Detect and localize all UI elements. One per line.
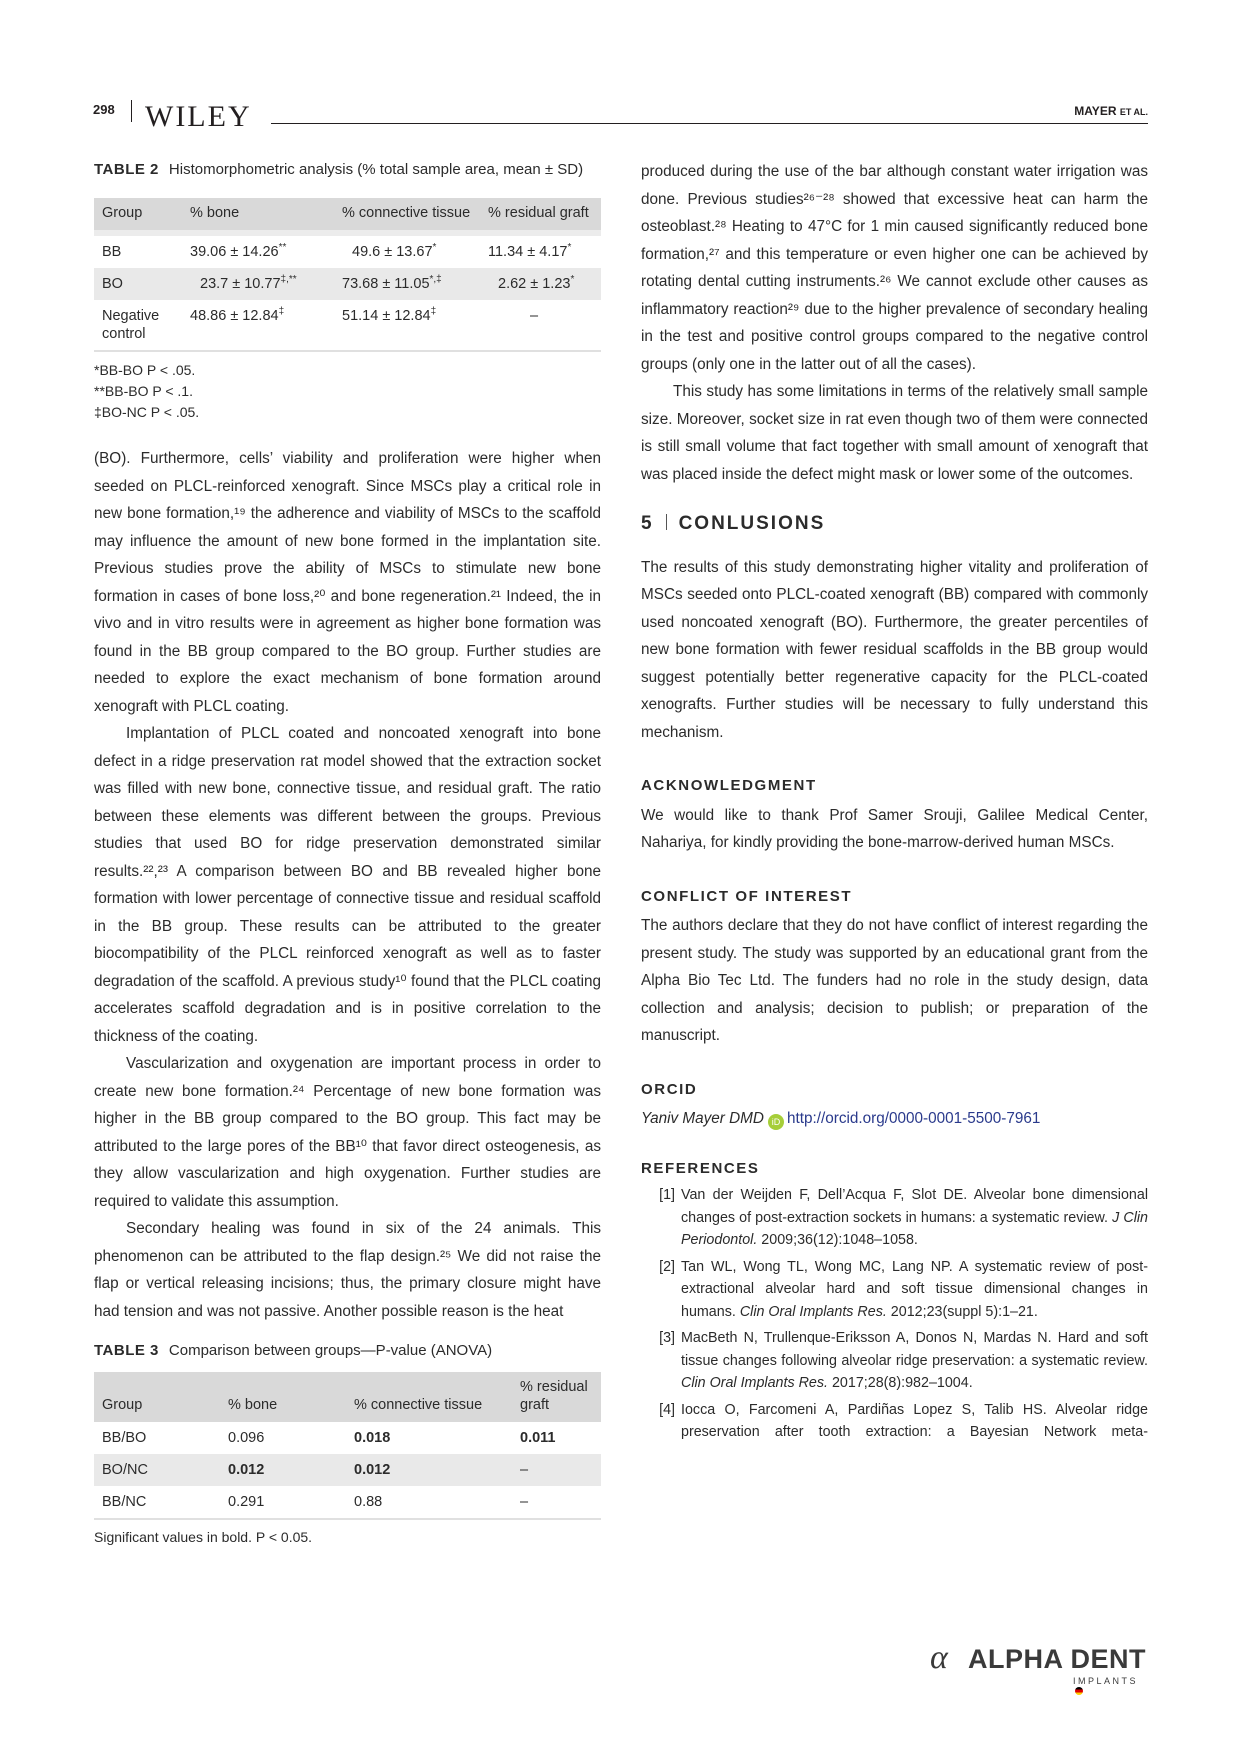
right-column <box>641 158 1148 1448</box>
logo-name: ALPHA DENT <box>968 1644 1146 1674</box>
german-flag-icon <box>1075 1687 1083 1695</box>
paragraph: Vascularization and oxygenation are important process in order to create new bone formation.²⁴ Percentage of new bone formation was higher in the BB group compared to the BO group. This fact may be attributed to the large pores of the BB¹⁰ that favor direct osteogenesis, as they allow vascularization and high oxygenation. Further studies are required to validate this assumption. <box>94 1055 601 1210</box>
orcid-link[interactable]: http://orcid.org/0000-0001-5500-7961 <box>786 1110 1041 1127</box>
header-rule <box>271 123 1148 124</box>
reference-item: [1] Van der Weijden F, Dell’Acqua F, Slot DE. Alveolar bone dimensional changes of post-extraction sockets in humans: a systematic review. J Clin Periodontol. 2009;36(12):1048–1058. <box>659 1187 1148 1248</box>
table-row: BB 39.06 ± 14.26** 49.6 ± 13.67* 11.34 ± 4.17* <box>102 242 572 260</box>
references-list <box>641 1184 1148 1444</box>
section-heading-conclusions: 5 CONLUSIONS <box>641 513 826 534</box>
paragraph: This study has some limitations in terms of the relatively small sample size. Moreover, socket size in rat even though two of them were connected is still small volume that fact together with small amount of xenograft that was placed inside the defect might mask or lower some of the outcomes. <box>641 383 1148 483</box>
acknowledgment-text: We would like to thank Prof Samer Srouji, Galilee Medical Center, Nahariya, for kindly providing the bone-marrow-derived human MSCs. <box>641 806 1148 851</box>
table2-footnotes: *BB-BO P < .05. **BB-BO P < .1. ‡BO-NC P < .05. <box>94 362 200 420</box>
running-author: MAYER ET AL. <box>1074 104 1148 118</box>
table-row: BO/NC 0.012 0.012 – <box>94 1454 601 1486</box>
table3-caption: TABLE 3 Comparison between groups—P-value (ANOVA) <box>94 1342 493 1359</box>
paragraph: (BO). Furthermore, cells’ viability and proliferation were higher when seeded on PLCL-reinforced xenograft. Since MSCs play a critical role in new bone formation,¹⁹ the adherence and viability of MSCs to the scaffold may influence the amount of new bone formed in the implantation site. Previous studies prove the ability of MSCs to stimulate new bone formation in cases of bone loss,²⁰ and bone regeneration.²¹ Indeed, the in vivo and in vitro results were in agreement as higher bone formation was found in the BB group compared to the BO group. Further studies are needed to explore the exact mechanism of bone formation around xenograft with PLCL coating. <box>94 450 601 715</box>
col-header: % connective tissue <box>354 1397 483 1413</box>
orcid-icon: iD <box>768 1114 784 1130</box>
logo-subtitle: IMPLANTS <box>1073 1676 1150 1696</box>
col-header: % bone <box>228 1397 278 1413</box>
col-header: % connective tissue <box>342 205 471 221</box>
paragraph: Implantation of PLCL coated and noncoated xenograft into bone defect in a ridge preservation rat model showed that the extraction socket was filled with new bone, connective tissue, and residual graft. The ratio between these elements was different between the groups. Previous studies that used BO for ridge preservation demonstrated similar results.²²,²³ A comparison between BO and BB revealed higher bone formation with lower percentage of connective tissue and residual scaffold in the BB group. These results can be attributed to the greater biocompatibility of the PLCL reinforced xenograft as well as to faster degradation of the scaffold. A previous study¹⁰ found that the PLCL coating accelerates scaffold degradation and is in positive correlation to the thickness of the coating. <box>94 725 601 1045</box>
references-heading: REFERENCES <box>641 1159 760 1177</box>
table-row: BB/BO 0.096 0.018 0.011 <box>102 1430 556 1446</box>
table3-label: TABLE 3 <box>94 1342 159 1359</box>
page-header <box>93 96 1148 136</box>
left-column <box>94 158 601 1548</box>
table-row: BO 23.7 ± 10.77‡,** 73.68 ± 11.05*,‡ 2.62 ± 1.23* <box>94 268 601 300</box>
paragraph: Secondary healing was found in six of the 24 animals. This phenomenon can be attributed to the flap design.²⁵ We did not raise the flap or vertical releasing incisions; thus, the primary closure might have had tension and was not passive. Another possible reason is the heat <box>94 1220 601 1320</box>
publisher-logo: WILEY <box>145 100 252 133</box>
orcid-entry <box>641 1105 1148 1133</box>
orcid-author-name: Yaniv Mayer DMD <box>641 1110 764 1127</box>
col-header: % residual graft <box>520 1379 588 1413</box>
table3 <box>94 1372 601 1520</box>
discussion-text <box>94 445 601 1325</box>
table2-caption: TABLE 2 Histomorphometric analysis (% total sample area, mean ± SD) <box>94 161 584 178</box>
table3-footnote: Significant values in bold. P < 0.05. <box>94 1529 313 1545</box>
table-row: BB/NC 0.291 0.88 – <box>94 1486 601 1519</box>
table2 <box>94 198 601 352</box>
conclusions-text: The results of this study demonstrating higher vitality and proliferation of MSCs seeded onto PLCL-coated xenograft (BB) compared with commonly used noncoated xenograft (BO). Furthermore, the greater percentiles of new bone formation with fewer residual scaffolds in the BB group would suggest potentially better regenerative capacity for the PLCL-coated xenografts. Further studies will be necessary to fully understand this mechanism. <box>641 558 1148 741</box>
conflict-text: The authors declare that they do not have conflict of interest regarding the present study. The study was supported by an educational grant from the Alpha Bio Tec Ltd. The funders had no role in the study design, data collection and analysis; decision to publish; or preparation of the manuscript. <box>641 917 1148 1044</box>
col-header: Group <box>102 205 143 221</box>
col-header: Group <box>102 1397 143 1413</box>
col-header: % residual graft <box>488 205 589 221</box>
col-header: % bone <box>190 205 240 221</box>
alpha-symbol-icon: α <box>930 1639 948 1676</box>
table2-label: TABLE 2 <box>94 161 159 178</box>
table-row: Negative control 48.86 ± 12.84‡ 51.14 ± 12.84‡ – <box>94 300 601 351</box>
reference-item: [3] MacBeth N, Trullenque-Eriksson A, Donos N, Mardas N. Hard and soft tissue changes following alveolar ridge preservation: a systematic review. Clin Oral Implants Res. 2017;28(8):982–1004. <box>659 1330 1148 1391</box>
conflict-heading: CONFLICT OF INTEREST <box>641 887 853 905</box>
header-divider <box>131 100 132 122</box>
paragraph: produced during the use of the bar although constant water irrigation was done. Previous studies²⁶⁻²⁸ showed that excessive heat can harm the osteoblast.²⁸ Heating to 47°C for 1 min caused significantly reduced bone formation,²⁷ and this temperature or even higher one can be achieved by rotating dental cutting instruments.²⁶ We cannot exclude other causes as inflammatory reaction²⁹ due to the higher prevalence of secondary healing in the test and positive control groups compared to the negative control groups (only one in the latter out of all the cases). <box>641 163 1148 373</box>
reference-item: [4] Iocca O, Farcomeni A, Pardiñas Lopez S, Talib HS. Alveolar ridge preservation after tooth extraction: a Bayesian Network meta- <box>659 1401 1148 1440</box>
reference-item: [2] Tan WL, Wong TL, Wong MC, Lang NP. A systematic review of post-extractional alveolar hard and soft tissue dimensional changes in humans. Clin Oral Implants Res. 2012;23(suppl 5):1–21. <box>659 1258 1148 1320</box>
page-number: 298 <box>93 102 115 117</box>
acknowledgment-heading: ACKNOWLEDGMENT <box>641 777 817 794</box>
alpha-dent-logo <box>930 1639 1150 1693</box>
orcid-heading: ORCID <box>641 1080 698 1098</box>
